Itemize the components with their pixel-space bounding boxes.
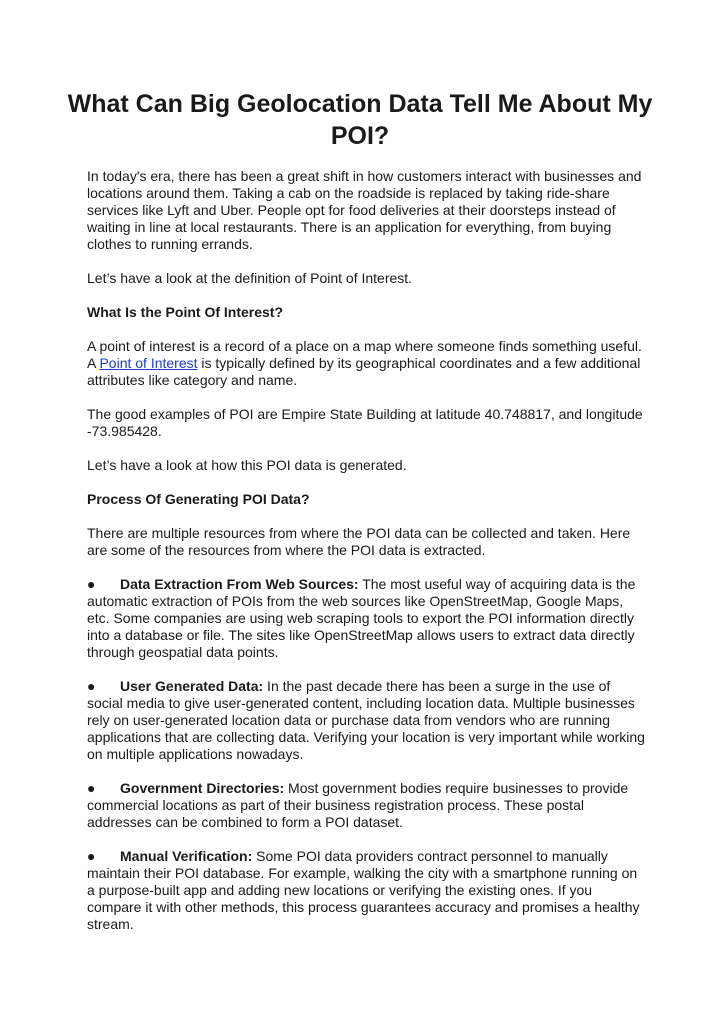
bullet-item <box>87 848 647 933</box>
bullet-marker: ● <box>87 780 96 796</box>
bullet-text: Some POI data providers contract personnel to manually maintain their POI database. For example, walking the city with a smartphone running on a purpose-built app and adding new locations or verifying the existing ones. If you compare it with other methods, this process guarantees accuracy and promises a healthy stream. <box>87 848 640 932</box>
example-paragraph: The good examples of POI are Empire State Building at latitude 40.748817, and longitude -73.985428. <box>87 406 643 439</box>
poi-definition-paragraph <box>87 338 647 389</box>
bullet-title: Government Directories: <box>120 780 285 796</box>
bullet-item <box>87 678 647 763</box>
bullet-title: Manual Verification: <box>120 848 253 864</box>
intro-paragraph: In today's era, there has been a great shift in how customers interact with businesses and locations around them. Taking a cab on the roadside is replaced by taking ride-share services like Lyft and Uber. People opt for food deliveries at their doorsteps instead of waiting in line at local restaurants. There is an application for everything, from buying clothes to running errands. <box>87 168 642 252</box>
bullet-title: Data Extraction From Web Sources: <box>120 576 359 592</box>
bullet-text: In the past decade there has been a surge in the use of social media to give user-generated content, including location data. Multiple businesses rely on user-generated location data or purchase data from vendors who are running applications that are collecting data. Verifying your location is very important while working on multiple applications nowadays. <box>87 678 645 762</box>
bullet-title: User Generated Data: <box>120 678 264 694</box>
resources-intro-paragraph: There are multiple resources from where the POI data can be collected and taken. Here are some of the resources from where the POI data is extracted. <box>87 525 631 558</box>
bullet-marker: ● <box>87 576 96 592</box>
bullet-item <box>87 576 647 661</box>
bullet-text: Most government bodies require businesses to provide commercial locations as part of their business registration process. These postal addresses can be combined to form a POI dataset. <box>87 780 629 830</box>
point-of-interest-link[interactable]: Point of Interest <box>99 355 198 371</box>
poi-definition-text-before: A point of interest is a record of a place on a map where someone finds something useful. A <box>87 338 642 371</box>
poi-definition-text-after: is typically defined by its geographical coordinates and a few additional attributes like category and name. <box>87 355 641 388</box>
section-heading-poi: What Is the Point Of Interest? <box>87 304 284 320</box>
bullet-item <box>87 780 647 831</box>
bullet-marker: ● <box>87 678 96 694</box>
bullet-text: The most useful way of acquiring data is the automatic extraction of POIs from the web sources like OpenStreetMap, Google Maps, etc. Some companies are using web scraping tools to export the POI information directly into a database or file. The sites like OpenStreetMap allows users to extract data directly through geospatial data points. <box>87 576 636 660</box>
definition-lead-paragraph: Let’s have a look at the definition of Point of Interest. <box>87 270 413 286</box>
section-heading-process: Process Of Generating POI Data? <box>87 491 310 507</box>
generation-lead-paragraph: Let’s have a look at how this POI data is generated. <box>87 457 407 473</box>
document-body <box>87 168 647 950</box>
bullet-marker: ● <box>87 848 96 864</box>
page-title: What Can Big Geolocation Data Tell Me About My POI? <box>67 90 653 150</box>
